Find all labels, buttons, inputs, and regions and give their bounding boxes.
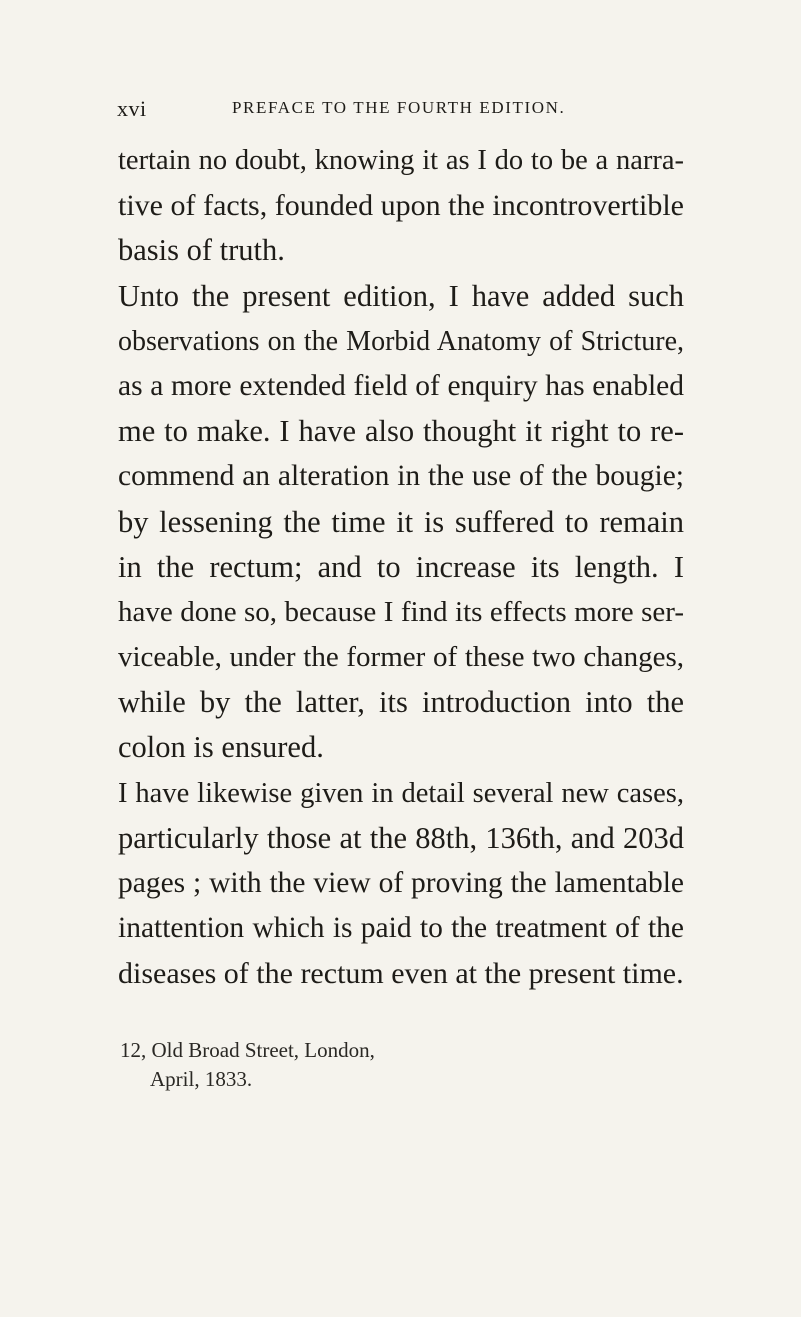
signature-date: April, 1833. xyxy=(150,1067,253,1091)
text-line: Unto the present edition, I have added such xyxy=(118,278,684,313)
signature-address: 12, Old Broad Street, London, xyxy=(120,1038,375,1062)
page-number: xvi xyxy=(117,96,147,121)
text-line: commend an alteration in the use of the bougie; xyxy=(118,460,684,493)
text-line: I have likewise given in detail several new cases, xyxy=(118,777,684,809)
text-line: by lessening the time it is suffered to remain xyxy=(118,504,684,539)
text-line: colon is ensured. xyxy=(118,730,324,765)
text-line: diseases of the rectum even at the present time. xyxy=(118,957,684,991)
text-line: particularly those at the 88th, 136th, and 203d xyxy=(118,820,684,855)
signature-block xyxy=(120,1036,600,1094)
body-text xyxy=(118,138,684,997)
text-line: tive of facts, founded upon the incontrovertible xyxy=(118,189,684,223)
text-line: observations on the Morbid Anatomy of Stricture, xyxy=(118,325,684,357)
page-header xyxy=(117,96,717,126)
text-line: pages ; with the view of proving the lamentable xyxy=(118,867,684,899)
text-line: basis of truth. xyxy=(118,233,285,268)
text-line: inattention which is paid to the treatment of the xyxy=(118,912,684,945)
text-line: in the rectum; and to increase its length. I xyxy=(118,549,684,584)
text-line: tertain no doubt, knowing it as I do to be a narra- xyxy=(118,145,684,176)
text-line: as a more extended field of enquiry has enabled xyxy=(118,369,684,402)
text-line: while by the latter, its introduction into the xyxy=(118,685,684,720)
text-line: viceable, under the former of these two changes, xyxy=(118,641,684,674)
text-line: have done so, because I find its effects more ser- xyxy=(118,595,684,628)
text-line: me to make. I have also thought it right to re- xyxy=(118,414,684,449)
running-head: PREFACE TO THE FOURTH EDITION. xyxy=(232,98,566,117)
